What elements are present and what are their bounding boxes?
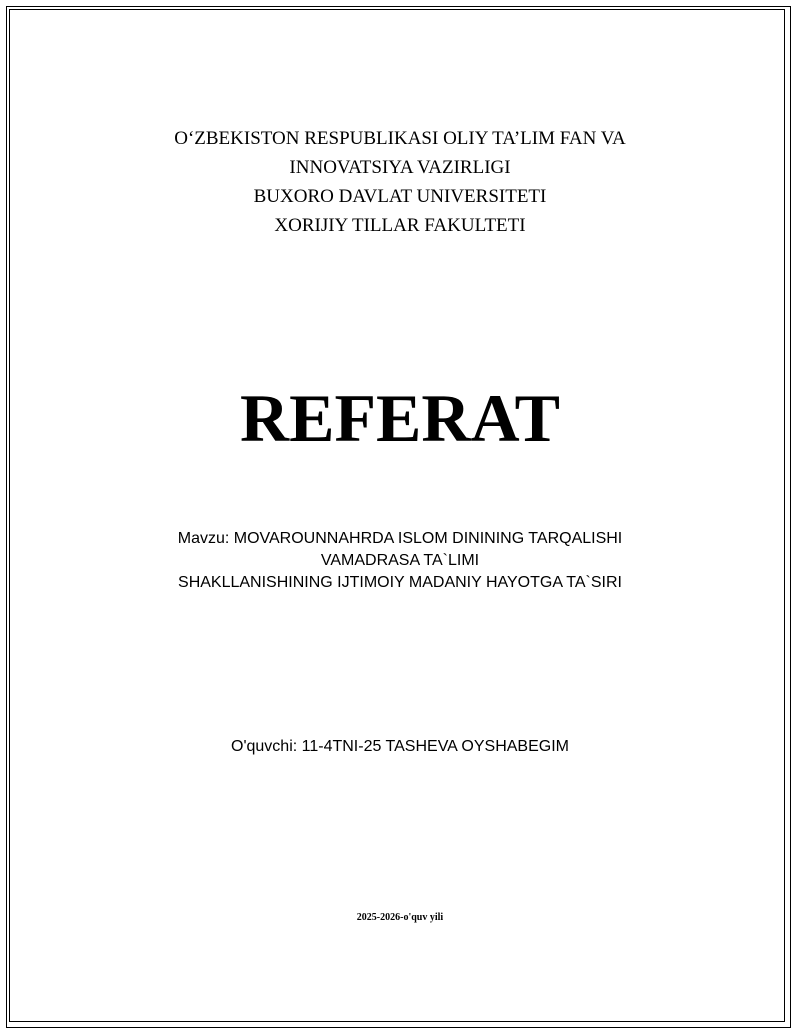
topic-line-2: VAMADRASA TA`LIMI (320, 552, 480, 569)
document-title: REFERAT (240, 380, 560, 456)
header-line-3: BUXORO DAVLAT UNIVERSITETI (253, 186, 547, 207)
topic-line-1: Mavzu: MOVAROUNNAHRDA ISLOM DININING TARQALISHI (177, 530, 623, 547)
institution-header (0, 124, 800, 240)
topic-block (0, 528, 800, 594)
header-line-4: XORIJIY TILLAR FAKULTETI (274, 215, 526, 236)
header-line-1: O‘ZBEKISTON RESPUBLIKASI OLIY TA’LIM FAN VA (174, 128, 626, 149)
student-info: O'quvchi: 11-4TNI-25 TASHEVA OYSHABEGIM (231, 738, 569, 755)
header-line-2: INNOVATSIYA VAZIRLIGI (289, 157, 511, 178)
academic-year: 2025-2026-o'quv yili (356, 912, 444, 923)
topic-line-3: SHAKLLANISHINING IJTIMOIY MADANIY HAYOTGA TA`SIRI (178, 574, 622, 591)
